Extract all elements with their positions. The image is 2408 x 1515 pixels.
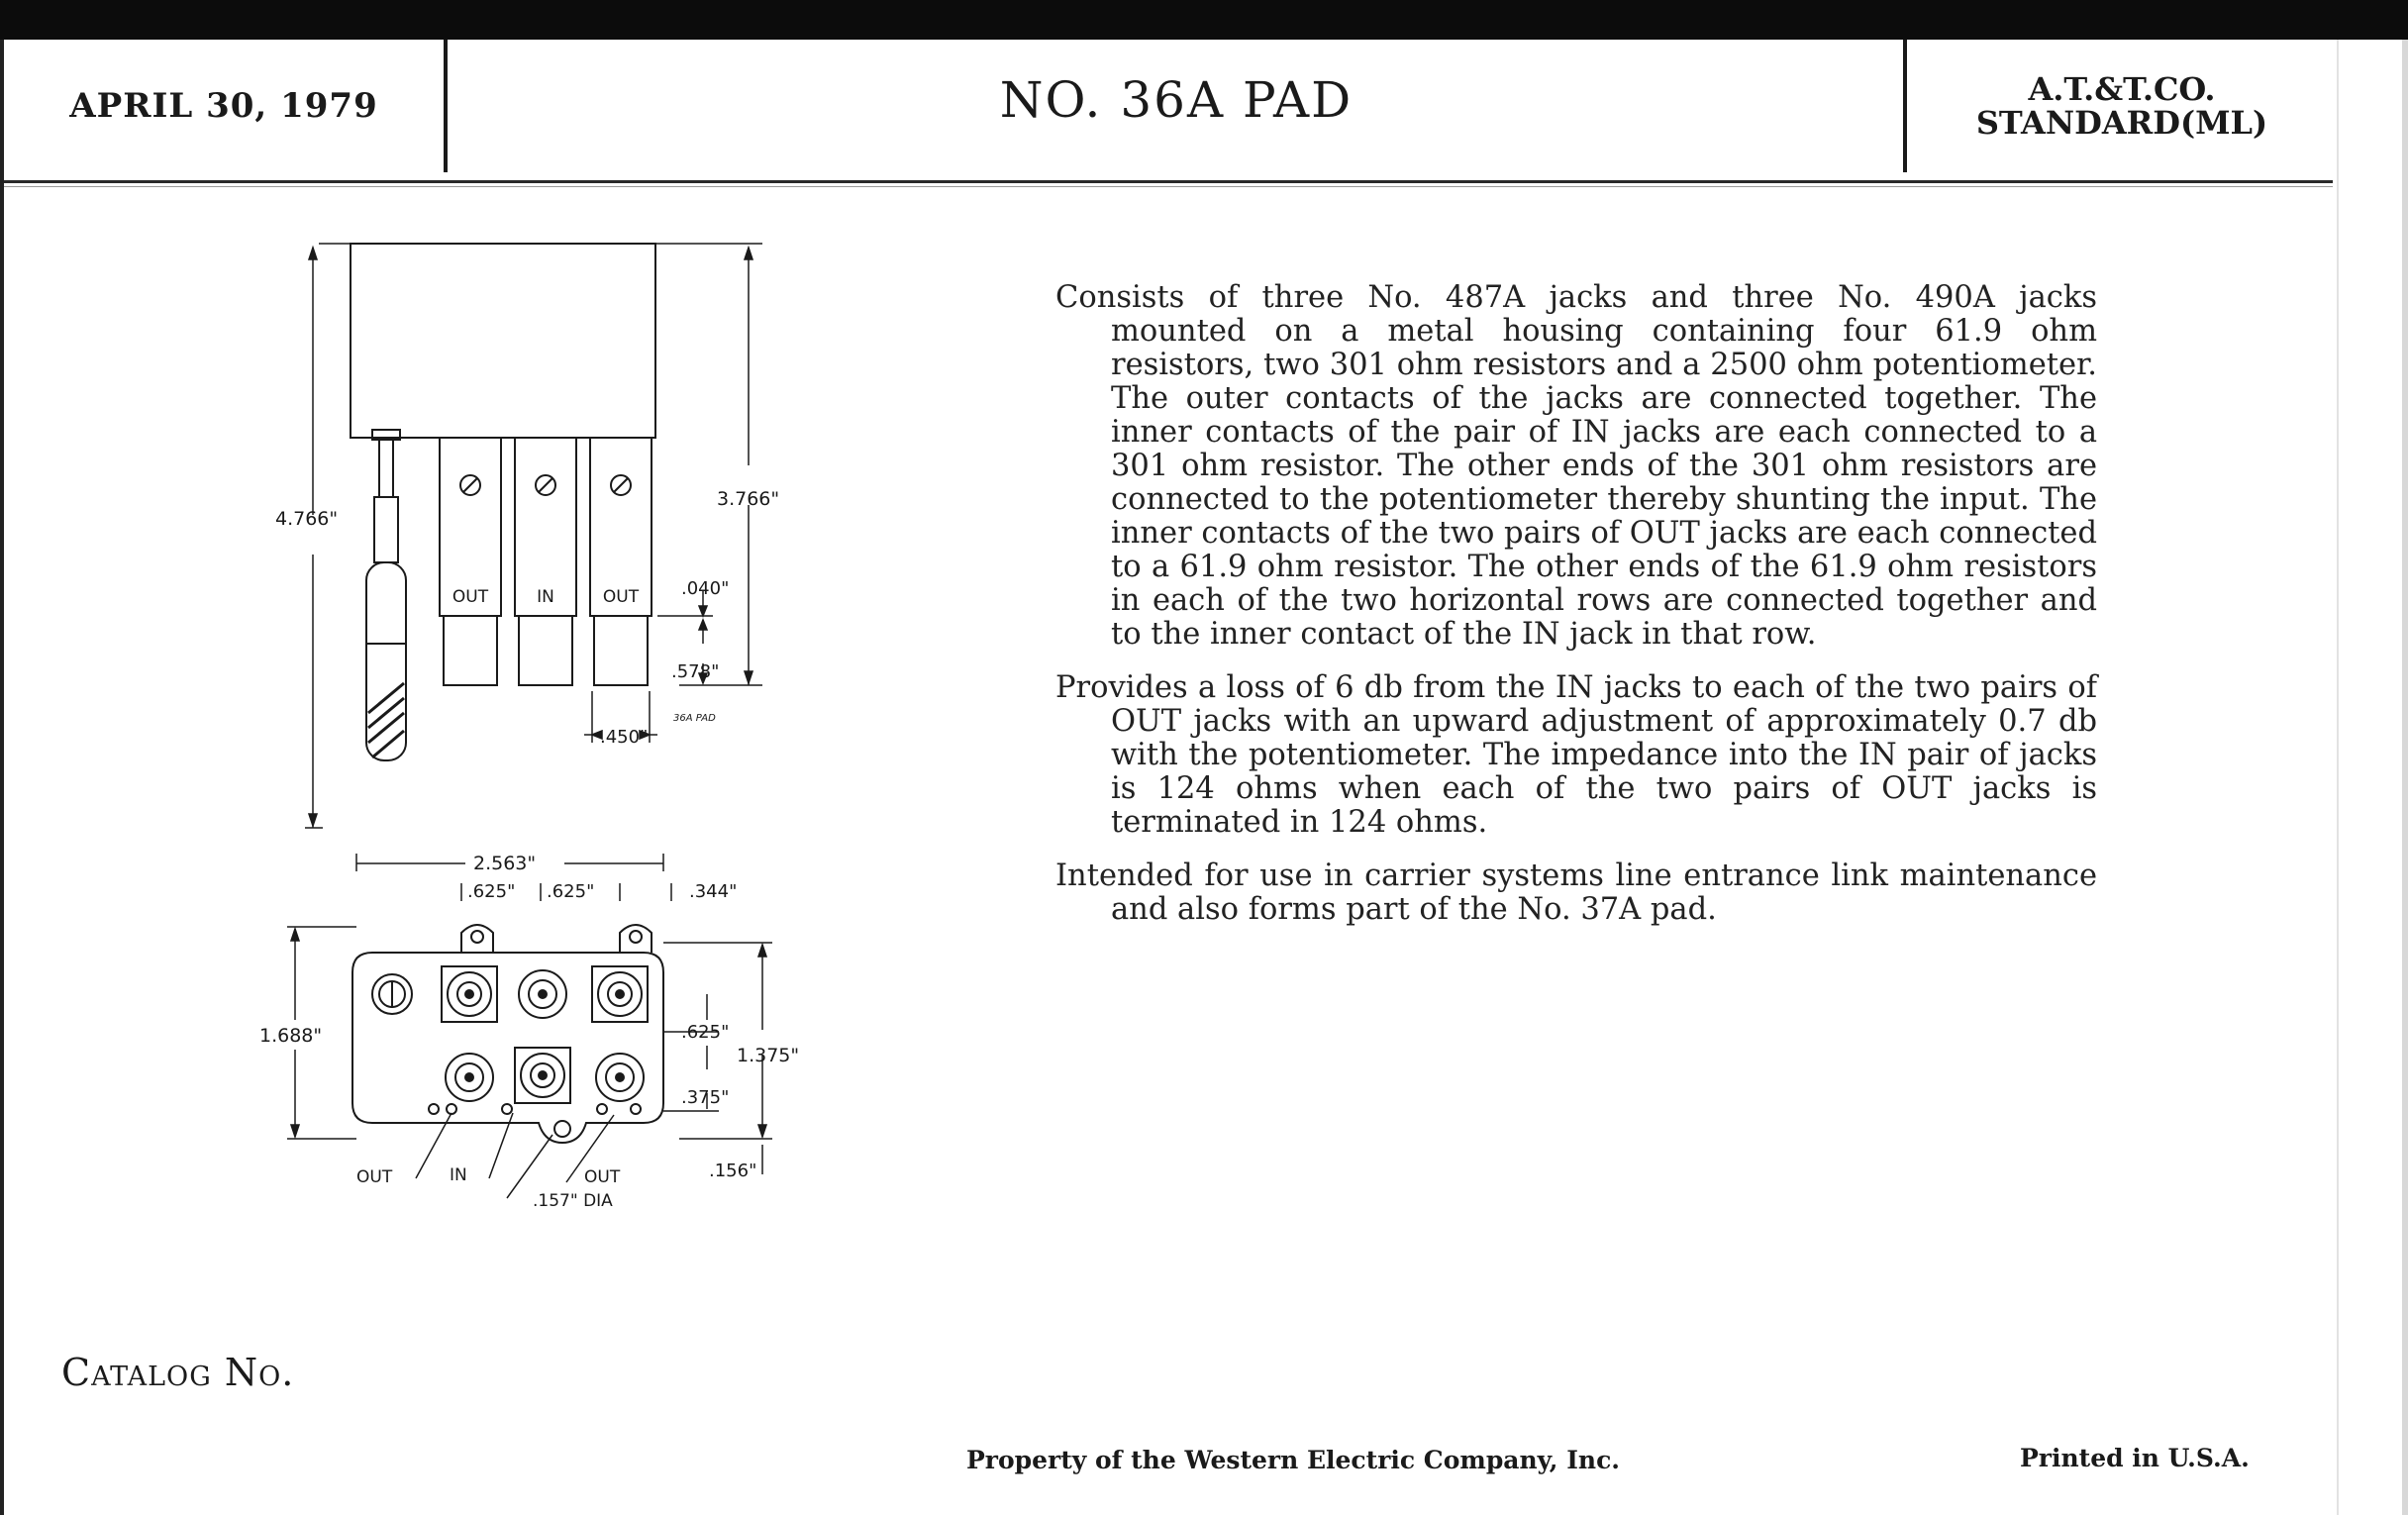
header-date: APRIL 30, 1979 bbox=[69, 86, 378, 126]
page-title: NO. 36A PAD bbox=[999, 71, 1354, 129]
dim-overall-height bbox=[305, 244, 351, 828]
dim-label-2563: 2.563" bbox=[473, 853, 537, 874]
header-divider bbox=[1903, 40, 1907, 172]
mount-ear-right bbox=[620, 925, 652, 953]
dim-label-040: .040" bbox=[681, 578, 730, 599]
pad-dimension-drawing bbox=[248, 228, 812, 1218]
jack-label-in: IN bbox=[537, 587, 554, 607]
label-out-left: OUT bbox=[356, 1167, 393, 1187]
standard-line-2: STANDARD(ML) bbox=[1975, 104, 2268, 142]
dim-label-3766: 3.766" bbox=[717, 488, 780, 510]
label-out-right: OUT bbox=[584, 1167, 621, 1187]
footer-printed: Printed in U.S.A. bbox=[2020, 1444, 2250, 1472]
dim-label-1375: 1.375" bbox=[737, 1045, 800, 1066]
knob-hatch bbox=[368, 683, 404, 758]
pot-shaft bbox=[379, 438, 393, 497]
dim-body-height bbox=[655, 244, 762, 685]
header-standard bbox=[1911, 40, 2333, 172]
dim-label-4766: 4.766" bbox=[275, 508, 339, 530]
dim-label-375: .375" bbox=[681, 1087, 730, 1108]
description bbox=[1055, 281, 2097, 947]
dim-label-578: .578" bbox=[671, 661, 720, 682]
plan-view bbox=[259, 853, 799, 1211]
dim-label-625-b: .625" bbox=[547, 881, 595, 902]
dim-label-1688: 1.688" bbox=[259, 1025, 323, 1047]
jack-out-right bbox=[590, 438, 652, 685]
mount-hole-left bbox=[471, 931, 483, 943]
standard-line-1: A.T.&T.CO. bbox=[2028, 70, 2216, 108]
label-hole-dia: .157" DIA bbox=[533, 1191, 613, 1211]
catalog-number-label: Catalog No. bbox=[61, 1351, 295, 1394]
jack-out-left bbox=[440, 438, 501, 685]
description-para-3: Intended for use in carrier systems line entrance link maintenance and also forms part of the No. 37A pad. bbox=[1055, 858, 2097, 927]
jack-label-out-1: OUT bbox=[452, 587, 489, 607]
jack-in bbox=[515, 438, 576, 685]
header-rule-thin bbox=[4, 186, 2333, 187]
mount-hole-right bbox=[630, 931, 642, 943]
header-rule bbox=[4, 180, 2333, 183]
jack-label-out-2: OUT bbox=[602, 587, 640, 607]
description-para-2: Provides a loss of 6 db from the IN jacks to each of the two pairs of OUT jacks with an upward adjustment of approximately 0.7 db with the potentiometer. The impedance into the IN pair of jacks is 124 ohms when each of the two pairs of OUT jacks is terminated in 124 ohms. bbox=[1055, 670, 2097, 840]
pot-knob bbox=[366, 562, 406, 760]
dim-label-344: .344" bbox=[689, 881, 738, 902]
description-para-1: Consists of three No. 487A jacks and three No. 490A jacks mounted on a metal housing containing four 61.9 ohm resistors, two 301 ohm resistors and a 2500 ohm potentiometer. The outer contacts of the jacks are connected together. The inner contacts of the pair of IN jacks are each connected to a 301 ohm resistor. The other ends of the 301 ohm resistors are connected to the potentiometer thereby shunting the input. The inner contacts of the two pairs of OUT jacks are each connected to a 61.9 ohm resistor. The other ends of the 61.9 ohm resistors in each of the two horizontal rows are connected together and to the inner contact of the IN jack in that row. bbox=[1055, 280, 2097, 652]
label-in: IN bbox=[450, 1165, 467, 1185]
side-view bbox=[275, 244, 779, 828]
dim-label-156: .156" bbox=[709, 1161, 757, 1181]
housing-body bbox=[351, 244, 655, 438]
dim-label-625-a: .625" bbox=[467, 881, 516, 902]
header-divider bbox=[444, 40, 448, 172]
dim-label-450: .450" bbox=[600, 727, 649, 748]
card-edge bbox=[2337, 40, 2339, 1515]
mount-ear-left bbox=[461, 925, 493, 953]
pad-tag: 36A PAD bbox=[673, 713, 716, 724]
header bbox=[4, 40, 2333, 180]
dim-label-625-v: .625" bbox=[681, 1022, 730, 1043]
footer-property: Property of the Western Electric Company, Inc. bbox=[966, 1446, 1621, 1474]
center-hole bbox=[554, 1121, 570, 1137]
scan-border-top bbox=[0, 0, 2408, 40]
pot-neck bbox=[374, 497, 398, 562]
scan-border-right bbox=[2402, 40, 2408, 1515]
scan-border-left bbox=[0, 40, 4, 1515]
